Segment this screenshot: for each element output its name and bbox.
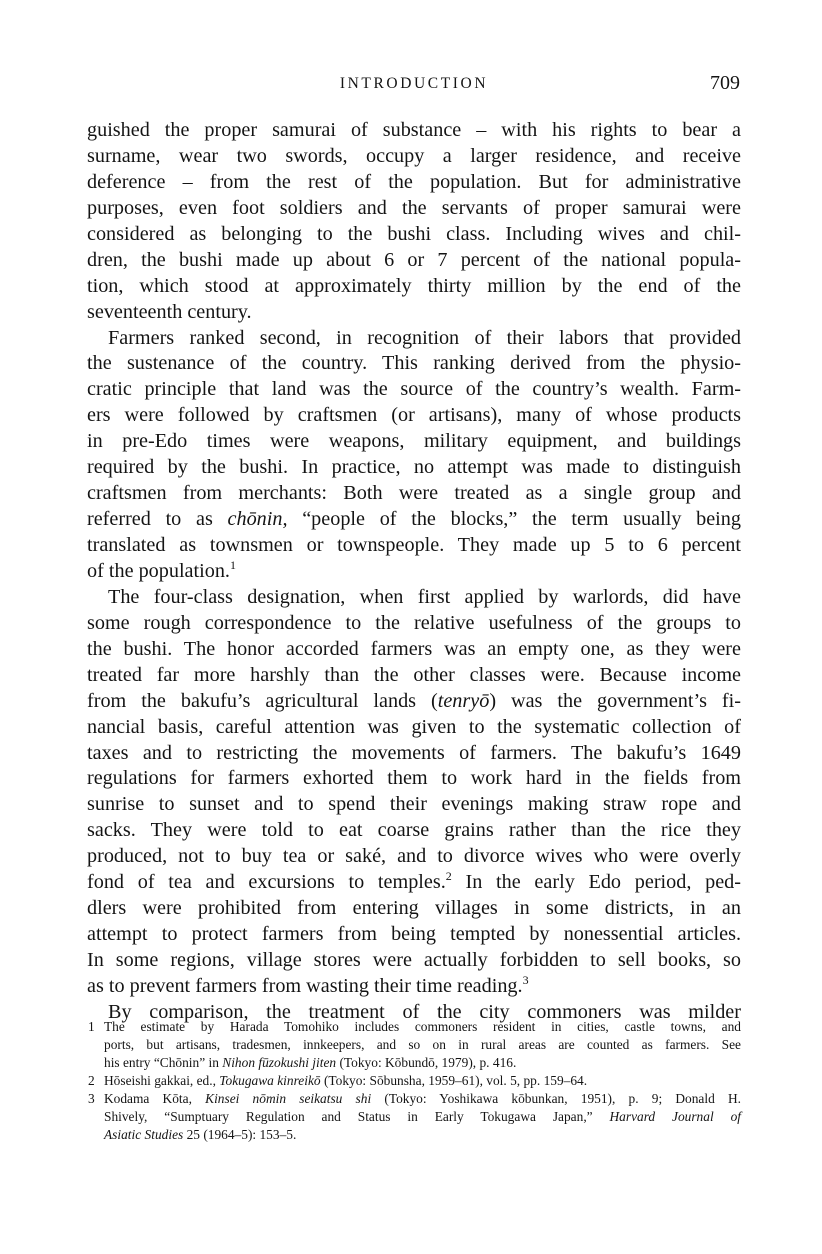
body-line: In some regions, village stores were actually forbidden to sell books, so <box>87 949 741 971</box>
text-run: Kodama Kōta, <box>104 1091 206 1106</box>
body-line: some rough correspondence to the relative usefulness of the groups to <box>87 611 741 634</box>
body-line: craftsmen from merchants: Both were treated as a single group and <box>87 482 741 505</box>
body-line: Farmers ranked second, in recognition of their labors that provided <box>108 326 741 349</box>
body-line: taxes and to restricting the movements of farmers. The bakufu’s 1649 <box>87 741 741 764</box>
italic-title: Nihon fūzokushi jiten <box>222 1055 337 1070</box>
footnote-ref[interactable]: 2 <box>445 869 452 884</box>
running-head: INTRODUCTION <box>339 75 489 92</box>
body-text <box>87 118 741 1026</box>
text-run: Hōseishi gakkai, ed., <box>104 1073 220 1088</box>
footnote-line <box>87 1072 741 1090</box>
body-line <box>87 559 741 585</box>
italic-title: Tokugawa kinreikō <box>219 1073 321 1088</box>
body-line: attempt to protect farmers from being tempted by nonessential articles. <box>87 923 741 946</box>
text-run: his entry “Chōnin” in <box>104 1055 223 1070</box>
body-line: ers were followed by craftsmen (or artisans), many of whose products <box>87 404 741 427</box>
body-line: cratic principle that land was the source of the country’s wealth. Farm- <box>87 378 741 401</box>
body-line: guished the proper samurai of substance – with his rights to bear a <box>87 119 741 141</box>
body-line: deference – from the rest of the population. But for administrative <box>87 170 741 193</box>
footnote-number: 2 <box>88 1073 95 1088</box>
footnote-line: ports, but artisans, tradesmen, innkeepers, and so on in rural areas are counted as farmers. See <box>104 1037 741 1052</box>
text-run: Shively, “Sumptuary Regulation and Status in Early Tokugawa Japan,” <box>104 1109 610 1124</box>
body-line: purposes, even foot soldiers and the servants of proper samurai were <box>87 196 741 219</box>
footnote-line <box>87 1018 741 1036</box>
footnote-number: 1 <box>88 1019 95 1034</box>
page-header <box>88 72 740 96</box>
body-line: By comparison, the treatment of the city commoners was milder <box>108 1000 741 1023</box>
text-run: ) was the government’s fi- <box>489 689 741 712</box>
body-line <box>87 870 741 896</box>
footnote-line <box>87 1108 741 1126</box>
body-line: produced, not to buy tea or saké, and to divorce wives who were overly <box>87 845 741 868</box>
footnote-line <box>87 1054 741 1072</box>
text-run: (Tokyo: Sōbunsha, 1959–61), vol. 5, pp. 159–64. <box>320 1073 588 1088</box>
body-line: regulations for farmers exhorted them to work hard in the fields from <box>87 767 741 790</box>
text-run: “people of the blocks,” the term usually being <box>287 508 741 531</box>
body-line: required by the bushi. In practice, no attempt was made to distinguish <box>87 456 741 479</box>
body-line <box>87 689 741 715</box>
body-line: dlers were prohibited from entering villages in some districts, in an <box>87 897 741 920</box>
italic-term: chōnin, <box>227 508 288 531</box>
body-line: treated far more harshly than the other classes were. Because income <box>87 663 741 686</box>
body-line: the bushi. The honor accorded farmers was an empty one, as they were <box>87 637 741 660</box>
body-line: sacks. They were told to eat coarse grains rather than the rice they <box>87 819 741 842</box>
body-line: the sustenance of the country. This ranking derived from the physio- <box>87 352 741 375</box>
text-run: (Tokyo: Yoshikawa kōbunkan, 1951), p. 9; Donald H. <box>371 1091 742 1106</box>
text-run: (Tokyo: Kōbundō, 1979), p. 416. <box>336 1055 517 1070</box>
body-line: dren, the bushi made up about 6 or 7 percent of the national popula- <box>87 248 741 271</box>
body-line: translated as townsmen or townspeople. They made up 5 to 6 percent <box>87 534 741 556</box>
body-line: surname, wear two swords, occupy a larger residence, and receive <box>87 144 741 167</box>
text-run: In the early Edo period, ped- <box>451 871 741 894</box>
italic-title: Kinsei nōmin seikatsu shi <box>205 1091 372 1106</box>
body-line <box>87 974 741 1000</box>
text-run: from the bakufu’s agricultural lands ( <box>87 689 438 712</box>
italic-title: Harvard Journal of <box>609 1109 741 1124</box>
text-run: The estimate by Harada Tomohiko includes commoners resident in cities, castle towns, and <box>104 1019 741 1034</box>
body-line: in pre-Edo times were weapons, military equipment, and buildings <box>87 430 741 453</box>
page-number: 709 <box>710 72 740 94</box>
footnote-line <box>87 1090 741 1108</box>
body-line: The four-class designation, when first applied by warlords, did have <box>108 585 741 608</box>
footnote-line <box>87 1126 741 1144</box>
footnote-ref[interactable]: 1 <box>229 558 236 573</box>
text-run: fond of tea and excursions to temples. <box>87 871 446 894</box>
body-line <box>87 507 741 533</box>
body-line: sunrise to sunset and to spend their evenings making straw rope and <box>87 793 741 816</box>
body-line: tion, which stood at approximately thirty million by the end of the <box>87 274 741 297</box>
body-line: nancial basis, careful attention was given to the systematic collection of <box>87 715 741 738</box>
text-run: 25 (1964–5): 153–5. <box>183 1127 297 1142</box>
footnote-number: 3 <box>88 1091 95 1106</box>
text-run: as to prevent farmers from wasting their time reading. <box>87 974 523 997</box>
footnotes <box>87 1018 741 1144</box>
text-run: of the population. <box>87 559 230 582</box>
italic-term: tenryō <box>437 689 490 712</box>
italic-title: Asiatic Studies <box>104 1127 184 1142</box>
body-line: seventeenth century. <box>87 300 252 323</box>
text-run: referred to as <box>87 508 228 531</box>
body-line: considered as belonging to the bushi class. Including wives and chil- <box>87 222 741 245</box>
footnote-ref[interactable]: 3 <box>522 973 529 988</box>
